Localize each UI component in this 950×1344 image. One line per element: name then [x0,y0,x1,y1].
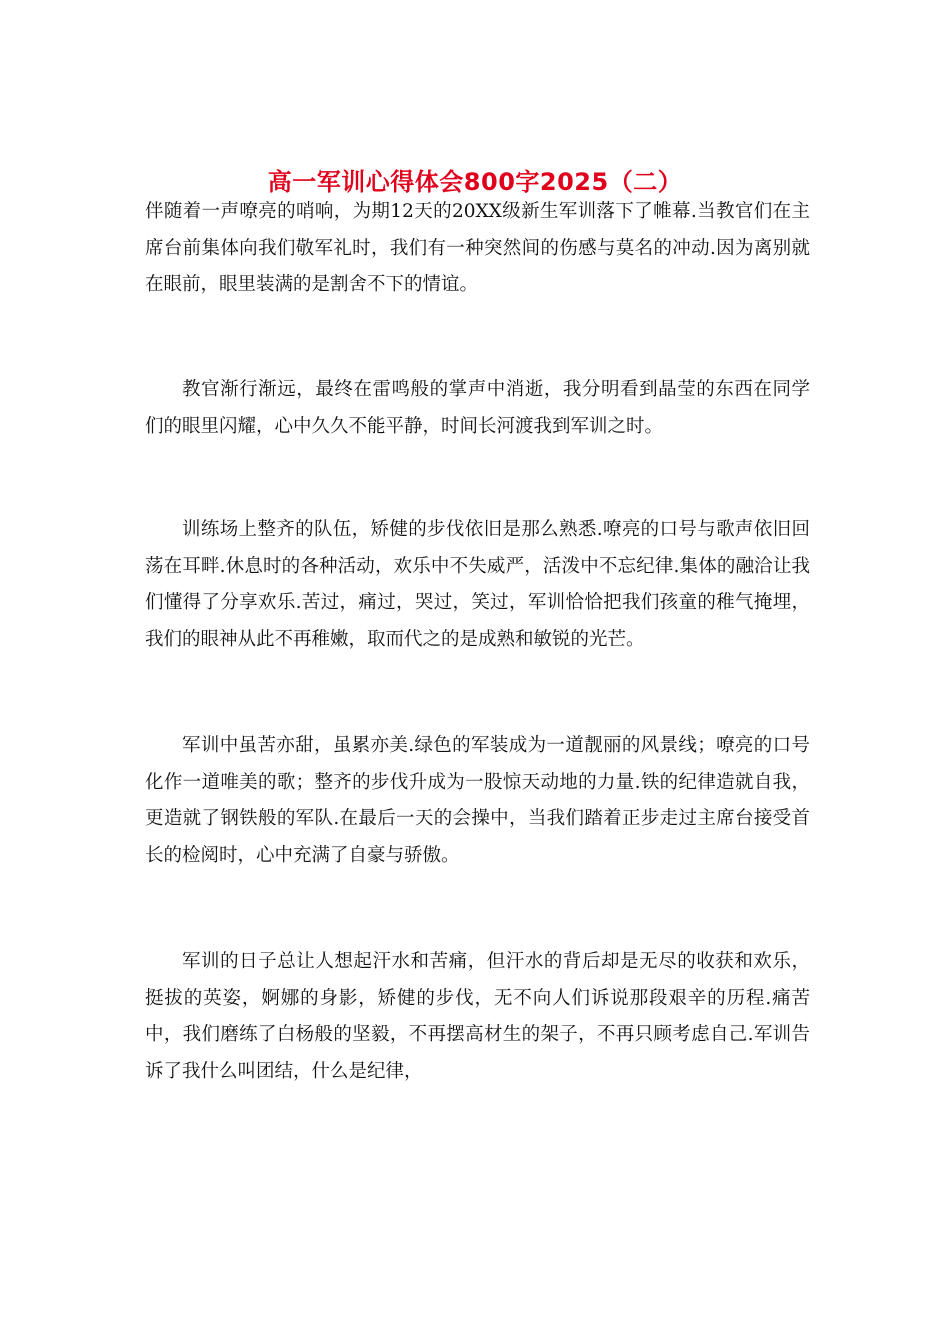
paragraph-5: 军训的日子总让人想起汗水和苦痛，但汗水的背后却是无尽的收获和欢乐，挺拔的英姿，婀娜的身影，矫健的步伐，无不向人们诉说那段艰辛的历程.痛苦中，我们磨练了白杨般的坚毅，不再摆高材生的架子，不再只顾考虑自己.军训告诉了我什么叫团结，什么是纪律， [145,951,810,1082]
paragraph-1: 伴随着一声嘹亮的哨响，为期12天的20XX级新生军训落下了帷幕.当教官们在主席台前集体向我们敬军礼时，我们有一种突然间的伤感与莫名的冲动.因为离别就在眼前，眼里装满的是割舍不下的情谊。 [145,201,810,295]
paragraph-3: 训练场上整齐的队伍，矫健的步伐依旧是那么熟悉.嘹亮的口号与歌声依旧回荡在耳畔.休息时的各种活动，欢乐中不失威严，活泼中不忘纪律.集体的融洽让我们懂得了分享欢乐.苦过，痛过，哭过，笑过，军训恰恰把我们孩童的稚气掩埋，我们的眼神从此不再稚嫩，取而代之的是成熟和敏锐的光芒。 [145,519,810,650]
document-title: 高一军训心得体会800字2025（二） [267,168,683,197]
paragraph-2: 教官渐行渐远，最终在雷鸣般的掌声中消逝，我分明看到晶莹的东西在同学们的眼里闪耀，心中久久不能平静，时间长河渡我到军训之时。 [145,379,810,437]
paragraph-4: 军训中虽苦亦甜，虽累亦美.绿色的军装成为一道靓丽的风景线；嘹亮的口号化作一道唯美的歌；整齐的步伐升成为一股惊天动地的力量.铁的纪律造就自我，更造就了钢铁般的军队.在最后一天的会操中，当我们踏着正步走过主席台接受首长的检阅时，心中充满了自豪与骄傲。 [145,735,810,866]
